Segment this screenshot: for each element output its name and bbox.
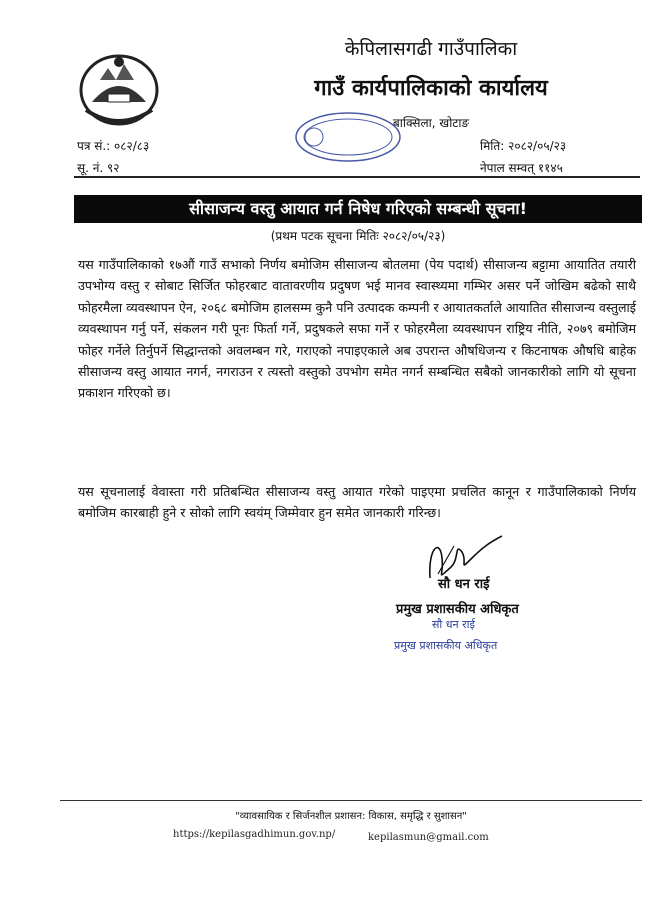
notice-paragraph-1: यस गाउँपालिकाको १७औं गाउँ सभाको निर्णय बमोजिम सीसाजन्य बोतलमा (पेय पदार्थ) सीसाजन्य बट्टामा आयातित तयारी उपभोग्य वस्तु र सोबाट सिर्जित फोहरबाट वातावरणीय प्रदुषण भई मानव स्वास्थ्यमा गम्भिर असर पर्ने जोखिम बढेको साथै फोहरमैला व्यवस्थापन ऐन, २०६८ बमोजिम हालसम्म कुनै पनि उत्पादक कम्पनी र आयातकर्ताले आयातित सीसाजन्य वस्तुलाई व्यवस्थापन गर्नु पर्ने, संकलन गरी पूनः फिर्ता गर्ने, प्रदुषकले सफा गर्ने र फोहरमैला व्यवस्थापन राष्ट्रिय नीति, २०७९ बमोजिम फोहर गर्नेले तिर्नुपर्ने सिद्धान्तको अवलम्बन गरे, गराएको नपाइएकाले अब उपरान्त औषधिजन्य र किटनाषक औषधि बाहेक सीसाजन्य वस्तु आयात नगर्न, नगराउन र त्यस्तो वस्तुको उपभोग समेत नगर्न सम्बन्धित सबैको जानकारीको लागि यो सूचना प्रकाशन गरिएको छ। bbox=[78, 257, 636, 401]
office-seal-stamp bbox=[292, 110, 404, 164]
reference-right bbox=[480, 135, 566, 179]
signatory-name: सौ धन राई bbox=[438, 577, 490, 592]
website-link[interactable]: https://kepilasgadhimun.gov.np/ bbox=[173, 829, 336, 840]
notice-paragraph-2: यस सूचनालाई वेवास्ता गरी प्रतिबन्धित सीसाजन्य वस्तु आयात गरेको पाइएमा प्रचलित कानून र गाउँपालिकाको निर्णय बमोजिम कारबाही हुने र सोको लागि स्वयंम् जिम्मेवार हुन समेत जानकारी गरिन्छ। bbox=[78, 484, 636, 521]
stamp-signatory-title: प्रमुख प्रशासकीय अधिकृत bbox=[394, 639, 498, 652]
header-divider bbox=[74, 176, 640, 178]
reference-left bbox=[77, 135, 149, 179]
email-link[interactable]: kepilasmun@gmail.com bbox=[368, 832, 489, 843]
notice-title: सीसाजन्य वस्तु आयात गर्न निषेध गरिएको सम्बन्धी सूचना! bbox=[74, 195, 642, 223]
nepal-sambat: नेपाल सम्वत् ११४५ bbox=[480, 161, 563, 175]
footer-divider bbox=[60, 800, 642, 801]
stamp-signatory-name: सौ धन राई bbox=[432, 618, 475, 631]
letter-number: पत्र सं.: ०८२/८३ bbox=[77, 139, 150, 153]
office-address: बाक्सिला, खोटाङ bbox=[392, 116, 470, 130]
municipality-name: केपिलासगढी गाउँपालिका bbox=[344, 38, 518, 60]
first-published-date: (प्रथम पटक सूचना मितिः २०८२/०५/२३) bbox=[270, 229, 446, 243]
nepal-emblem-icon bbox=[78, 50, 160, 128]
signatory-title: प्रमुख प्रशासकीय अधिकृत bbox=[396, 602, 519, 617]
footer-motto: "व्यावसायिक र सिर्जनशील प्रशासन: विकास, समृद्धि र सुशासन" bbox=[235, 811, 467, 822]
dispatch-number: सू. नं. ९२ bbox=[77, 161, 120, 175]
date: मिति: २०८२/०५/२३ bbox=[480, 139, 567, 153]
office-name: गाउँ कार्यपालिकाको कार्यालय bbox=[314, 76, 548, 101]
